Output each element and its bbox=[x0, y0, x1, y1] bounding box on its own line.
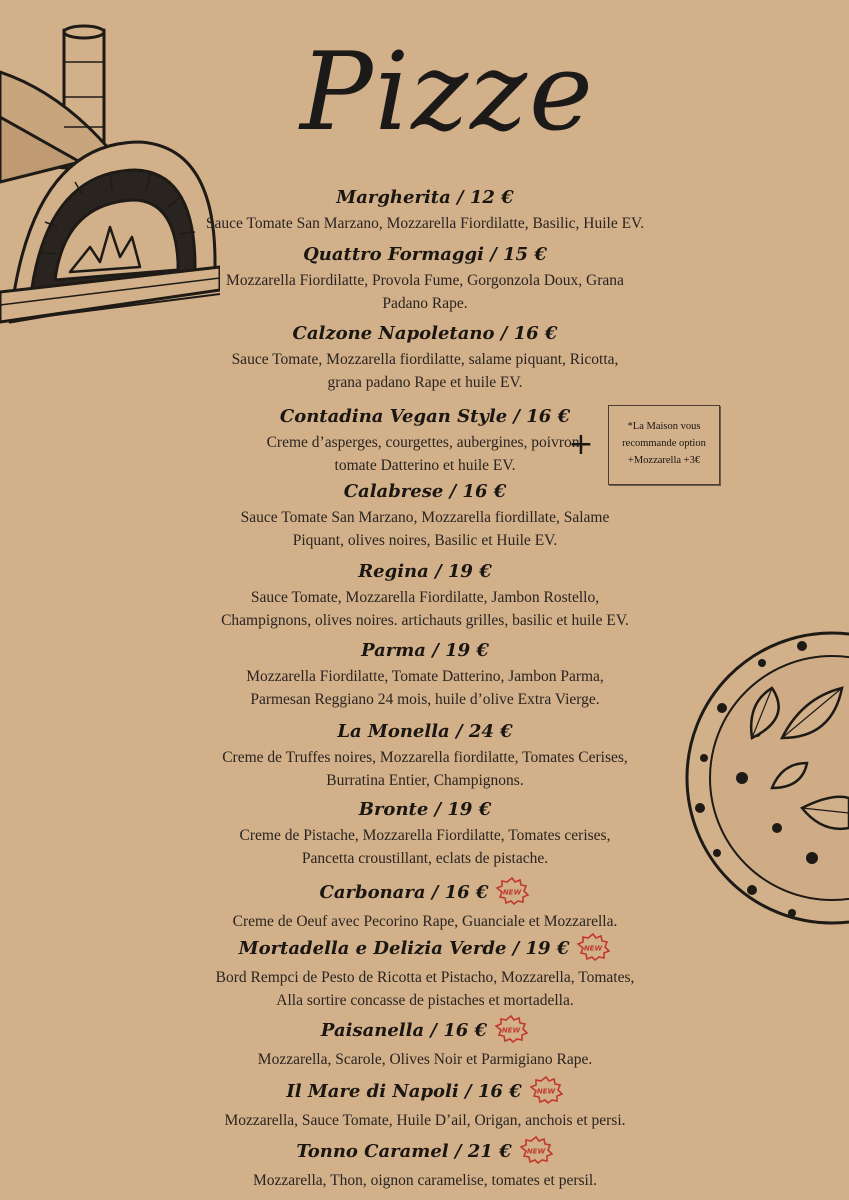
menu-item-parma bbox=[160, 639, 690, 711]
new-badge-icon bbox=[493, 1014, 529, 1044]
menu-item-mortadella-e-delizia-verde bbox=[160, 934, 690, 1012]
new-badge-icon bbox=[528, 1075, 564, 1105]
item-name: Contadina Vegan Style / 16 € bbox=[279, 406, 571, 427]
menu-item-calzone-napoletano bbox=[160, 322, 690, 394]
item-name: Regina / 19 € bbox=[358, 561, 492, 582]
item-name: Il Mare di Napoli / 16 € NEW bbox=[160, 1077, 690, 1107]
item-description: Sauce Tomate, Mozzarella Fiordilatte, Jambon Rostello, Champignons, olives noires. artichauts grilles, basilic et huile EV. bbox=[221, 589, 629, 629]
item-name: Bronte / 19 € bbox=[358, 799, 492, 820]
item-description: Mozzarella Fiordilatte, Tomate Datterino, Jambon Parma, Parmesan Reggiano 24 mois, huile d’olive Extra Vierge. bbox=[246, 668, 604, 708]
pizza-illustration bbox=[682, 628, 849, 928]
menu-item-quattro-formaggi bbox=[160, 243, 690, 315]
menu-item-margherita bbox=[160, 186, 690, 235]
item-description: Sauce Tomate San Marzano, Mozzarella fiordillate, Salame Piquant, olives noires, Basilic et Huile EV. bbox=[240, 509, 610, 549]
new-badge-icon bbox=[518, 1135, 554, 1165]
menu-item-paisanella bbox=[160, 1016, 690, 1071]
item-name: Margherita / 12 € bbox=[336, 187, 514, 208]
new-badge-icon bbox=[575, 932, 611, 962]
new-badge-label: NEW bbox=[501, 1026, 521, 1035]
item-description: Bord Rempci de Pesto de Ricotta et Pistacho, Mozzarella, Tomates, Alla sortire concasse de pistaches et mortadella. bbox=[215, 969, 635, 1009]
note-line: recommande option bbox=[622, 438, 706, 449]
menu-item-calabrese bbox=[160, 480, 690, 552]
item-description: Mozzarella Fiordilatte, Provola Fume, Gorgonzola Doux, Grana Padano Rape. bbox=[226, 272, 624, 312]
item-name: Quattro Formaggi / 15 € bbox=[303, 244, 547, 265]
item-description: Creme d’asperges, courgettes, aubergines, poivron, tomate Datterino et huile EV. bbox=[266, 434, 584, 474]
menu-item-bronte bbox=[160, 798, 690, 870]
note-line: +Mozzarella +3€ bbox=[627, 455, 701, 466]
item-description: Mozzarella, Scarole, Olives Noir et Parmigiano Rape. bbox=[257, 1051, 593, 1068]
item-description: Mozzarella, Sauce Tomate, Huile D’ail, Origan, anchois et persi. bbox=[224, 1112, 626, 1129]
recommendation-note bbox=[608, 405, 720, 485]
item-description: Sauce Tomate San Marzano, Mozzarella Fiordilatte, Basilic, Huile EV. bbox=[205, 215, 645, 232]
item-name: Calzone Napoletano / 16 € bbox=[292, 323, 558, 344]
new-badge-icon bbox=[494, 876, 530, 906]
menu-item-regina bbox=[160, 560, 690, 632]
new-badge-label: NEW bbox=[526, 1147, 545, 1156]
menu-item-la-monella bbox=[160, 720, 690, 792]
new-badge-label: NEW bbox=[536, 1087, 555, 1096]
new-badge-label: NEW bbox=[584, 944, 603, 953]
item-description: Mozzarella, Thon, oignon caramelise, tomates et persil. bbox=[252, 1172, 598, 1189]
item-description: Creme de Truffes noires, Mozzarella fiordilatte, Tomates Cerises, Burratina Entier, Champignons. bbox=[222, 749, 628, 789]
item-name: Mortadella e Delizia Verde / 19 € NEW bbox=[160, 934, 690, 964]
item-description: Creme de Pistache, Mozzarella Fiordilatte, Tomates cerises, Pancetta croustillant, eclats de pistache. bbox=[239, 827, 611, 867]
item-name: Calabrese / 16 € bbox=[343, 481, 507, 502]
plus-icon: + bbox=[568, 427, 594, 462]
new-badge-label: NEW bbox=[503, 888, 522, 897]
item-name: La Monella / 24 € bbox=[337, 721, 513, 742]
item-description: Creme de Oeuf avec Pecorino Rape, Guanciale et Mozzarella. bbox=[232, 913, 618, 930]
item-name: Carbonara / 16 € NEW bbox=[160, 878, 690, 908]
menu-title: Pizze bbox=[300, 30, 595, 155]
menu-item-il-mare-di-napoli bbox=[160, 1077, 690, 1132]
item-name: Paisanella / 16 € NEW bbox=[160, 1016, 690, 1046]
item-name: Tonno Caramel / 21 € NEW bbox=[160, 1137, 690, 1167]
item-name: Parma / 19 € bbox=[361, 640, 489, 661]
menu-item-tonno-caramel bbox=[160, 1137, 690, 1192]
note-line: *La Maison vous bbox=[627, 421, 701, 432]
menu-item-carbonara bbox=[160, 878, 690, 933]
item-description: Sauce Tomate, Mozzarella fiordilatte, salame piquant, Ricotta, grana padano Rape et huile EV. bbox=[231, 351, 619, 391]
